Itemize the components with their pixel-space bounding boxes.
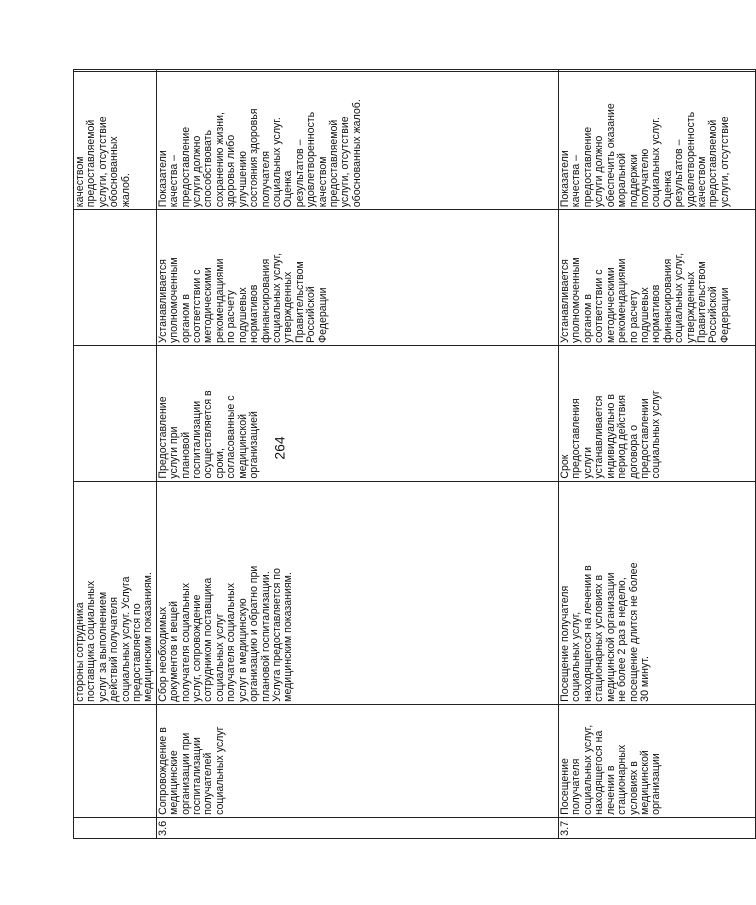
cell-cost-norm — [74, 210, 157, 346]
services-table — [73, 69, 756, 839]
table-row — [559, 70, 756, 839]
cell-cost-norm: Устанавливается уполномоченным органом в соответствии с методическими рекомендациями по расчету подушевых нормативов финансирования социальных услуг, утвержденных Правительством Российской Федерации — [559, 210, 756, 346]
cell-service-description: Сбор необходимых документов и вещей получателя социальных услуг, сопровождение сотрудником поставщика социальных услуг получателя социальных услуг в медицинскую организацию и обратно при плановой госпитализации. Услуга предоставляется по медицинским показаниям. — [156, 481, 558, 704]
cell-term: Предоставление услуги при плановой госпитализации осуществляется в сроки, согласованные с медицинской организацией — [156, 345, 558, 481]
cell-number: 3.6 — [156, 817, 558, 838]
cell-service-name: Сопровождение в медицинские организации при госпитализации получателей социальных услуг — [156, 704, 558, 817]
cell-quality: качеством предоставляемой услуги, отсутствие обоснованных жалоб. — [74, 71, 157, 210]
cell-quality: Показатели качества – предоставление услуги должно обеспечить оказание моральной поддержки получателю социальных услуг. Оценка результатов – удовлетворенность качеством предоставляемой услуги, отсутствие — [559, 71, 756, 210]
cell-cost-norm: Устанавливается уполномоченным органом в соответствии с методическими рекомендациями по расчету подушевых нормативов финансирования социальных услуг, утвержденных Правительством Российской Федерации — [156, 210, 558, 346]
cell-service-description: Посещение получателя социальных услуг, находящегося на лечении в стационарных условиях в медицинской организации не более 2 раз в неделю, посещение длится не более 30 минут. — [559, 481, 756, 704]
cell-number: 3.7 — [559, 817, 756, 838]
page-number: 264 — [271, 436, 288, 460]
cell-service-name — [74, 704, 157, 817]
cell-conditions — [74, 70, 157, 72]
rotated-table-container — [73, 69, 731, 839]
cell-term: Срок предоставления услуги устанавливается индивидуально в период действия договора о предоставлении социальных услуг — [559, 345, 756, 481]
cell-quality: Показатели качества – предоставление услуги должно способствовать сохранению жизни, здоровья либо улучшению состояния здоровья получателя социальных услуг. Оценка результатов – удовлетворенность качеством предоставляемой услуги, отсутствие обоснованных жалоб. — [156, 71, 558, 210]
cell-conditions — [156, 70, 558, 72]
cell-service-description: стороны сотрудника поставщика социальных услуг за выполнением действий получателя социальных услуг. Услуга предоставляется по медицинским показаниям. — [74, 481, 157, 704]
cell-conditions — [559, 70, 756, 72]
table-row — [156, 70, 558, 839]
table-row-continuation — [74, 70, 157, 839]
cell-term — [74, 345, 157, 481]
cell-number — [74, 817, 157, 838]
cell-service-name: Посещение получателя социальных услуг, находящегося на лечении в стационарных условиях в медицинской организации — [559, 704, 756, 817]
